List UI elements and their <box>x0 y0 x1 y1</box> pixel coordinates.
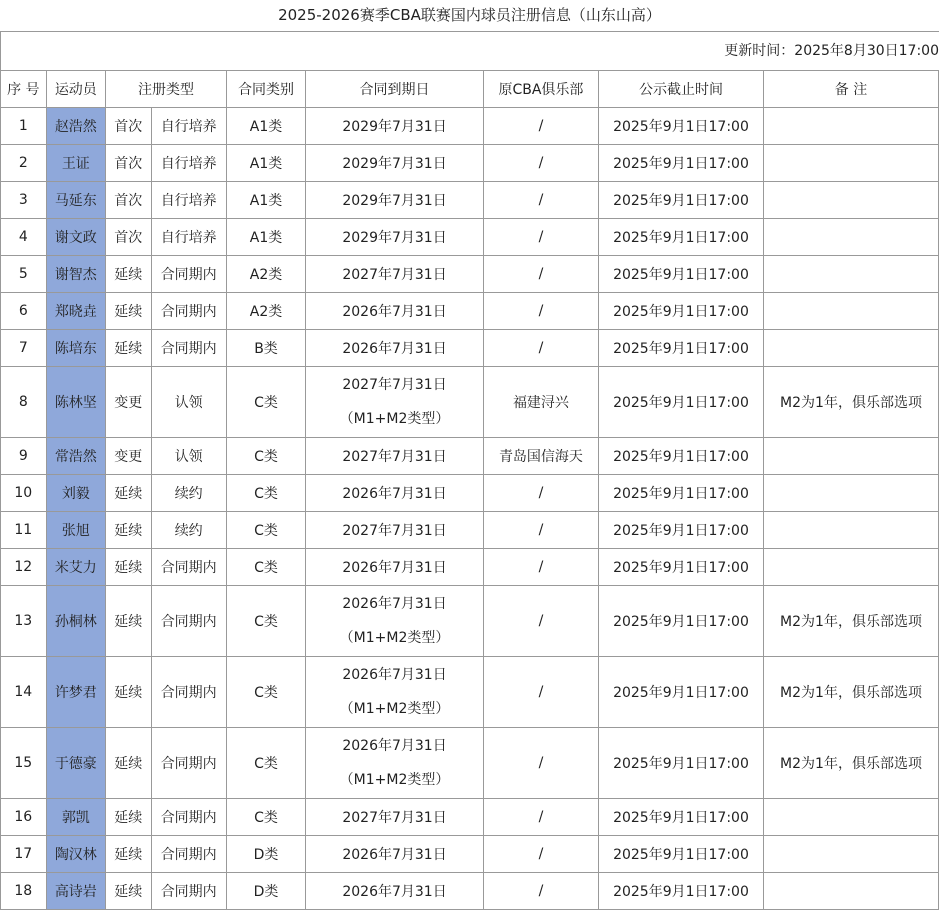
note <box>764 219 939 256</box>
contract-category: A1类 <box>226 145 305 182</box>
athlete-name: 于德豪 <box>46 728 105 799</box>
athlete-name: 张旭 <box>46 512 105 549</box>
contract-category: A2类 <box>226 256 305 293</box>
contract-expiry: 2026年7月31日 <box>306 873 484 910</box>
note <box>764 256 939 293</box>
athlete-name: 马延东 <box>46 182 105 219</box>
registration-type: 延续 <box>106 549 151 586</box>
note <box>764 108 939 145</box>
contract-expiry-type: （M1+M2类型） <box>339 772 450 788</box>
former-club: / <box>483 219 598 256</box>
header-contract-category: 合同类别 <box>226 71 305 108</box>
contract-expiry <box>306 367 484 438</box>
deadline: 2025年9月1日17:00 <box>598 657 763 728</box>
deadline: 2025年9月1日17:00 <box>598 108 763 145</box>
deadline: 2025年9月1日17:00 <box>598 367 763 438</box>
athlete-name: 孙桐林 <box>46 586 105 657</box>
contract-expiry <box>306 586 484 657</box>
contract-category: C类 <box>226 549 305 586</box>
row-number: 18 <box>1 873 47 910</box>
contract-expiry-type: （M1+M2类型） <box>339 701 450 717</box>
contract-expiry: 2026年7月31日 <box>306 330 484 367</box>
header-former-club: 原CBA俱乐部 <box>483 71 598 108</box>
former-club: / <box>483 145 598 182</box>
table-row <box>1 330 939 367</box>
deadline: 2025年9月1日17:00 <box>598 219 763 256</box>
row-number: 11 <box>1 512 47 549</box>
registration-type: 变更 <box>106 438 151 475</box>
contract-expiry-type: （M1+M2类型） <box>339 411 450 427</box>
former-club: / <box>483 256 598 293</box>
deadline: 2025年9月1日17:00 <box>598 293 763 330</box>
athlete-name: 郭凯 <box>46 799 105 836</box>
former-club: / <box>483 330 598 367</box>
contract-expiry-date: 2027年7月31日 <box>342 377 447 393</box>
contract-expiry-type: （M1+M2类型） <box>339 630 450 646</box>
registration-type: 延续 <box>106 512 151 549</box>
note: M2为1年，俱乐部选项 <box>764 586 939 657</box>
registration-type: 延续 <box>106 586 151 657</box>
note <box>764 182 939 219</box>
contract-category: A1类 <box>226 219 305 256</box>
table-row <box>1 586 939 657</box>
contract-category: C类 <box>226 728 305 799</box>
registration-subtype: 自行培养 <box>151 219 226 256</box>
row-number: 6 <box>1 293 47 330</box>
registration-type: 变更 <box>106 367 151 438</box>
deadline: 2025年9月1日17:00 <box>598 512 763 549</box>
table-row <box>1 367 939 438</box>
row-number: 1 <box>1 108 47 145</box>
athlete-name: 米艾力 <box>46 549 105 586</box>
table-row <box>1 873 939 910</box>
contract-expiry: 2027年7月31日 <box>306 512 484 549</box>
note <box>764 512 939 549</box>
contract-expiry: 2029年7月31日 <box>306 182 484 219</box>
row-number: 10 <box>1 475 47 512</box>
contract-expiry <box>306 657 484 728</box>
row-number: 14 <box>1 657 47 728</box>
former-club: / <box>483 728 598 799</box>
contract-category: C类 <box>226 438 305 475</box>
row-number: 7 <box>1 330 47 367</box>
former-club: / <box>483 799 598 836</box>
table-row <box>1 799 939 836</box>
note <box>764 293 939 330</box>
contract-expiry: 2029年7月31日 <box>306 108 484 145</box>
athlete-name: 陈林坚 <box>46 367 105 438</box>
contract-expiry <box>306 728 484 799</box>
contract-expiry: 2026年7月31日 <box>306 836 484 873</box>
header-deadline: 公示截止时间 <box>598 71 763 108</box>
athlete-name: 谢文政 <box>46 219 105 256</box>
registration-subtype: 续约 <box>151 512 226 549</box>
former-club: / <box>483 293 598 330</box>
note <box>764 836 939 873</box>
contract-expiry: 2027年7月31日 <box>306 256 484 293</box>
table-body <box>1 108 939 910</box>
table-row <box>1 219 939 256</box>
deadline: 2025年9月1日17:00 <box>598 330 763 367</box>
registration-subtype: 自行培养 <box>151 182 226 219</box>
row-number: 16 <box>1 799 47 836</box>
former-club: / <box>483 586 598 657</box>
note <box>764 330 939 367</box>
note: M2为1年，俱乐部选项 <box>764 728 939 799</box>
header-athlete: 运动员 <box>46 71 105 108</box>
table-header-row <box>1 71 939 108</box>
contract-category: A2类 <box>226 293 305 330</box>
deadline: 2025年9月1日17:00 <box>598 586 763 657</box>
table-row <box>1 256 939 293</box>
header-notes: 备 注 <box>764 71 939 108</box>
deadline: 2025年9月1日17:00 <box>598 728 763 799</box>
registration-subtype: 合同期内 <box>151 836 226 873</box>
registration-type: 首次 <box>106 219 151 256</box>
registration-type: 首次 <box>106 145 151 182</box>
registration-subtype: 合同期内 <box>151 293 226 330</box>
former-club: / <box>483 108 598 145</box>
athlete-name: 赵浩然 <box>46 108 105 145</box>
note <box>764 799 939 836</box>
former-club: / <box>483 182 598 219</box>
table-row <box>1 182 939 219</box>
document-title: 2025-2026赛季CBA联赛国内球员注册信息（山东山高） <box>0 0 939 32</box>
contract-expiry: 2026年7月31日 <box>306 293 484 330</box>
row-number: 15 <box>1 728 47 799</box>
contract-expiry-date: 2026年7月31日 <box>342 667 447 683</box>
athlete-name: 高诗岩 <box>46 873 105 910</box>
contract-category: C类 <box>226 475 305 512</box>
athlete-name: 郑晓垚 <box>46 293 105 330</box>
update-time: 更新时间：2025年8月30日17:00 <box>0 32 939 70</box>
deadline: 2025年9月1日17:00 <box>598 873 763 910</box>
contract-expiry: 2026年7月31日 <box>306 475 484 512</box>
deadline: 2025年9月1日17:00 <box>598 182 763 219</box>
row-number: 4 <box>1 219 47 256</box>
deadline: 2025年9月1日17:00 <box>598 475 763 512</box>
former-club: 福建浔兴 <box>483 367 598 438</box>
registration-type: 首次 <box>106 182 151 219</box>
registration-subtype: 合同期内 <box>151 657 226 728</box>
athlete-name: 谢智杰 <box>46 256 105 293</box>
athlete-name: 王证 <box>46 145 105 182</box>
registration-subtype: 合同期内 <box>151 549 226 586</box>
table-row <box>1 836 939 873</box>
contract-expiry: 2026年7月31日 <box>306 549 484 586</box>
registration-subtype: 合同期内 <box>151 799 226 836</box>
row-number: 2 <box>1 145 47 182</box>
registration-type: 延续 <box>106 799 151 836</box>
row-number: 3 <box>1 182 47 219</box>
table-row <box>1 549 939 586</box>
former-club: / <box>483 873 598 910</box>
note <box>764 873 939 910</box>
deadline: 2025年9月1日17:00 <box>598 549 763 586</box>
athlete-name: 刘毅 <box>46 475 105 512</box>
contract-expiry-date: 2026年7月31日 <box>342 738 447 754</box>
athlete-name: 常浩然 <box>46 438 105 475</box>
registration-subtype: 自行培养 <box>151 108 226 145</box>
note <box>764 475 939 512</box>
table-row <box>1 475 939 512</box>
deadline: 2025年9月1日17:00 <box>598 799 763 836</box>
former-club: / <box>483 657 598 728</box>
registration-subtype: 合同期内 <box>151 330 226 367</box>
contract-expiry: 2027年7月31日 <box>306 438 484 475</box>
contract-category: D类 <box>226 873 305 910</box>
table-row <box>1 145 939 182</box>
former-club: 青岛国信海天 <box>483 438 598 475</box>
contract-expiry-date: 2026年7月31日 <box>342 596 447 612</box>
row-number: 9 <box>1 438 47 475</box>
table-row <box>1 728 939 799</box>
contract-category: C类 <box>226 799 305 836</box>
former-club: / <box>483 549 598 586</box>
deadline: 2025年9月1日17:00 <box>598 836 763 873</box>
note: M2为1年，俱乐部选项 <box>764 367 939 438</box>
registration-subtype: 合同期内 <box>151 873 226 910</box>
contract-expiry: 2029年7月31日 <box>306 219 484 256</box>
row-number: 12 <box>1 549 47 586</box>
registration-subtype: 合同期内 <box>151 728 226 799</box>
registration-type: 延续 <box>106 873 151 910</box>
former-club: / <box>483 836 598 873</box>
contract-expiry: 2027年7月31日 <box>306 799 484 836</box>
note: M2为1年，俱乐部选项 <box>764 657 939 728</box>
athlete-name: 许梦君 <box>46 657 105 728</box>
registration-type: 延续 <box>106 475 151 512</box>
athlete-name: 陈培东 <box>46 330 105 367</box>
contract-category: C类 <box>226 367 305 438</box>
table-row <box>1 438 939 475</box>
deadline: 2025年9月1日17:00 <box>598 438 763 475</box>
contract-category: C类 <box>226 657 305 728</box>
header-no: 序 号 <box>1 71 47 108</box>
row-number: 8 <box>1 367 47 438</box>
registration-subtype: 认领 <box>151 438 226 475</box>
contract-category: C类 <box>226 586 305 657</box>
header-registration-type: 注册类型 <box>106 71 227 108</box>
row-number: 5 <box>1 256 47 293</box>
table-row <box>1 657 939 728</box>
registration-type: 首次 <box>106 108 151 145</box>
contract-category: A1类 <box>226 108 305 145</box>
registration-subtype: 认领 <box>151 367 226 438</box>
registration-subtype: 自行培养 <box>151 145 226 182</box>
deadline: 2025年9月1日17:00 <box>598 145 763 182</box>
contract-expiry: 2029年7月31日 <box>306 145 484 182</box>
registration-subtype: 续约 <box>151 475 226 512</box>
registration-type: 延续 <box>106 330 151 367</box>
registration-type: 延续 <box>106 256 151 293</box>
contract-category: A1类 <box>226 182 305 219</box>
table-row <box>1 512 939 549</box>
table-row <box>1 293 939 330</box>
row-number: 17 <box>1 836 47 873</box>
registration-subtype: 合同期内 <box>151 256 226 293</box>
registration-table <box>0 70 939 910</box>
deadline: 2025年9月1日17:00 <box>598 256 763 293</box>
note <box>764 145 939 182</box>
registration-subtype: 合同期内 <box>151 586 226 657</box>
registration-type: 延续 <box>106 657 151 728</box>
former-club: / <box>483 475 598 512</box>
registration-type: 延续 <box>106 836 151 873</box>
contract-category: B类 <box>226 330 305 367</box>
athlete-name: 陶汉林 <box>46 836 105 873</box>
note <box>764 438 939 475</box>
table-row <box>1 108 939 145</box>
former-club: / <box>483 512 598 549</box>
registration-type: 延续 <box>106 293 151 330</box>
contract-category: C类 <box>226 512 305 549</box>
registration-type: 延续 <box>106 728 151 799</box>
row-number: 13 <box>1 586 47 657</box>
contract-category: D类 <box>226 836 305 873</box>
header-contract-expiry: 合同到期日 <box>306 71 484 108</box>
note <box>764 549 939 586</box>
